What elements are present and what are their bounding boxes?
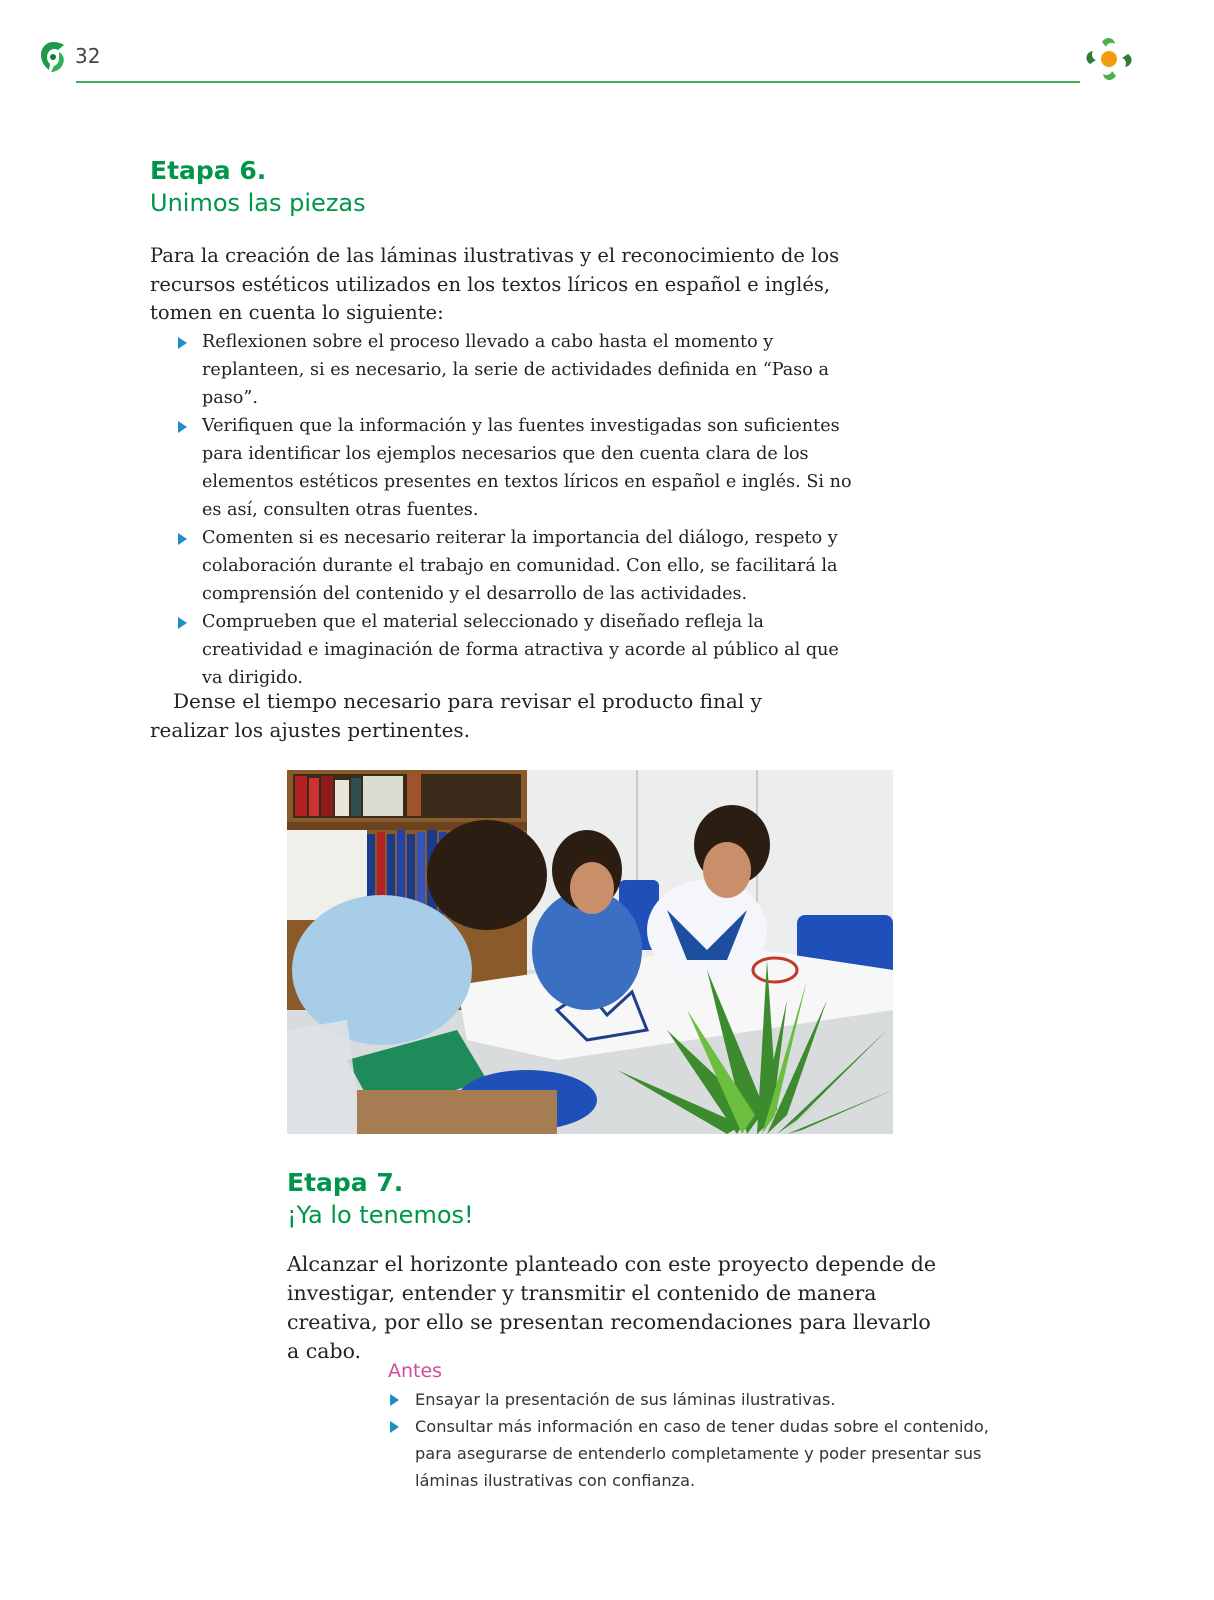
list-item: [388, 1386, 1008, 1413]
list-item: [388, 1413, 1008, 1494]
etapa7-title: ¡Ya lo tenemos!: [287, 1201, 474, 1229]
students-drawing-photo: [287, 770, 893, 1134]
bullet-text: Verifiquen que la información y las fuentes investigadas son suficientes para identificar los ejemplos necesarios que den cuenta clara de los elementos estéticos presentes en textos líricos en español e inglés. Si no es así, consulten otras fuentes.: [202, 416, 852, 520]
etapa6-bullet-list: [176, 328, 856, 692]
header-rule: [76, 81, 1080, 83]
etapa6-number: Etapa 6.: [150, 156, 267, 185]
list-item: [176, 328, 856, 412]
bullet-text: Comenten si es necesario reiterar la importancia del diálogo, respeto y colaboración durante el trabajo en comunidad. Con ello, se facilitará la comprensión del contenido y el desarrollo de las actividades.: [202, 528, 838, 604]
antes-item-text: Ensayar la presentación de sus láminas ilustrativas.: [415, 1390, 836, 1409]
antes-item-text: Consultar más información en caso de tener dudas sobre el contenido, para asegurarse de entenderlo completamente y poder presentar sus láminas ilustrativas con confianza.: [415, 1417, 989, 1490]
antes-list: [388, 1386, 1008, 1494]
bullet-text: Comprueben que el material seleccionado y diseñado refleja la creatividad e imaginación de forma atractiva y acorde al público al que va dirigido.: [202, 612, 839, 688]
etapa7-paragraph: Alcanzar el horizonte planteado con este proyecto depende de investigar, entender y transmitir el contenido de manera creativa, por ello se presentan recomendaciones para llevarlo a cabo.: [287, 1252, 936, 1363]
page-number: 32: [75, 44, 101, 68]
etapa6-intro: Para la creación de las láminas ilustrativas y el reconocimiento de los recursos estéticos utilizados en los textos líricos en español e inglés, tomen en cuenta lo siguiente:: [150, 244, 840, 324]
colorful-flower-emblem-icon: [1082, 34, 1136, 84]
triangle-bullet-icon: [178, 617, 187, 629]
bullet-text: Reflexionen sobre el proceso llevado a cabo hasta el momento y replanteen, si es necesario, la serie de actividades definida en “Paso a paso”.: [202, 332, 829, 408]
triangle-bullet-icon: [390, 1421, 399, 1433]
list-item: [176, 524, 856, 608]
etapa6-closing: Dense el tiempo necesario para revisar el producto final y realizar los ajustes pertinentes.: [150, 689, 762, 742]
antes-heading: Antes: [388, 1360, 443, 1382]
etapa7-number: Etapa 7.: [287, 1168, 404, 1197]
triangle-bullet-icon: [178, 533, 187, 545]
etapa6-title: Unimos las piezas: [150, 189, 366, 217]
list-item: [176, 608, 856, 692]
green-leaf-emblem-icon: [38, 40, 68, 74]
triangle-bullet-icon: [178, 421, 187, 433]
triangle-bullet-icon: [390, 1394, 399, 1406]
triangle-bullet-icon: [178, 337, 187, 349]
list-item: [176, 412, 856, 524]
